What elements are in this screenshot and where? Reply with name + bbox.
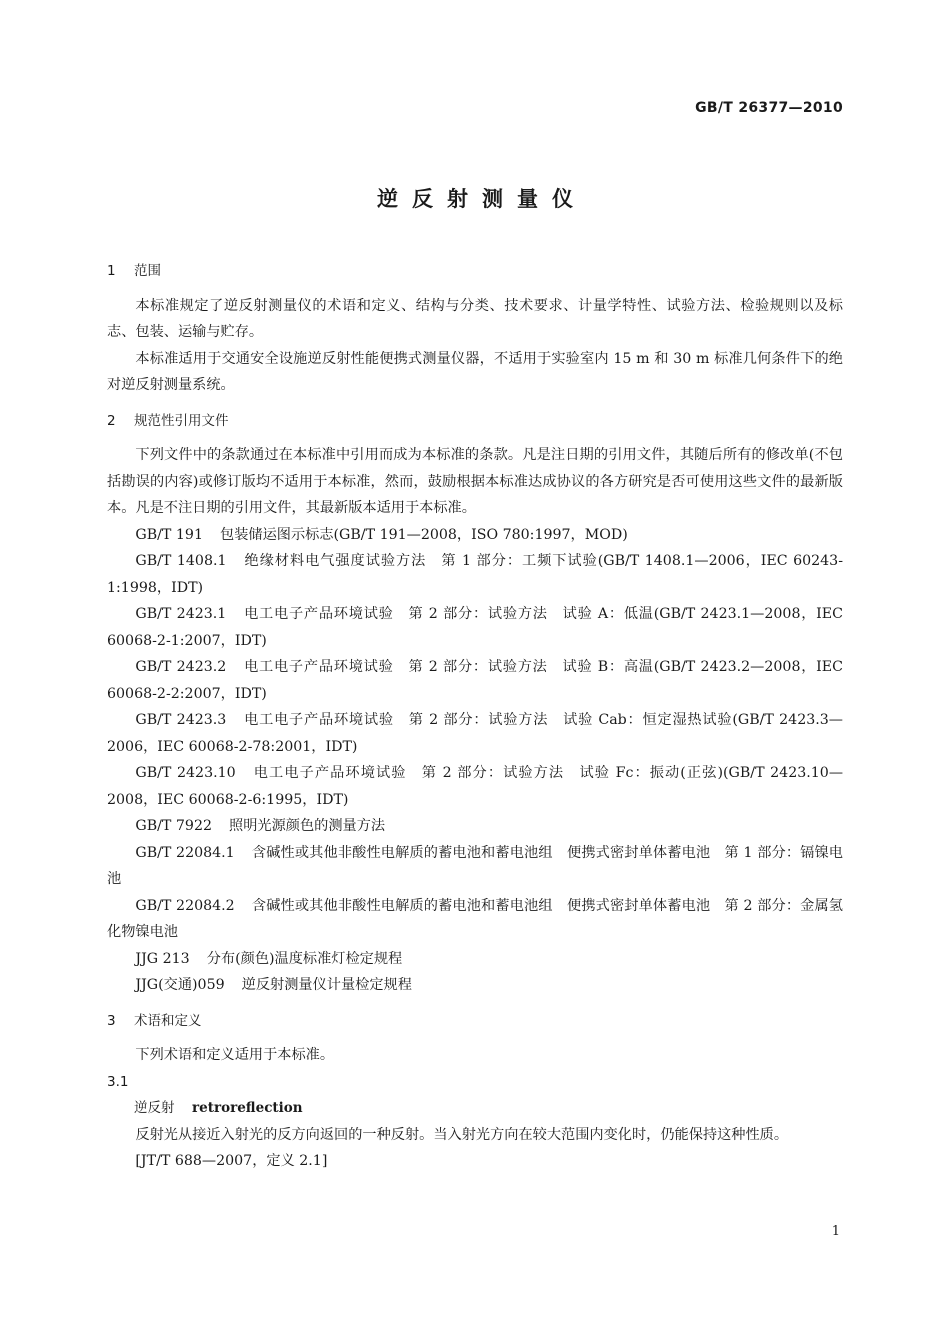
term-definition: 反射光从接近入射光的反方向返回的一种反射。当入射光方向在较大范围内变化时，仍能保持这种性质。 (135, 1126, 789, 1143)
reference-item (107, 522, 843, 549)
reference-title: 含碱性或其他非酸性电解质的蓄电池和蓄电池组 便携式密封单体蓄电池 第 1 部分：镉镍电池 (107, 844, 843, 887)
normative-refs-intro: 下列文件中的条款通过在本标准中引用而成为本标准的条款。凡是注日期的引用文件，其随后所有的修改单(不包括勘误的内容)或修订版均不适用于本标准，然而，鼓励根据本标准达成协议的各方研究是否可使用这些文件的最新版本。凡是不注日期的引用文件，其最新版本适用于本标准。 (107, 447, 843, 516)
reference-item (107, 893, 843, 946)
reference-code: GB/T 22084.1 (135, 844, 235, 861)
reference-title: 包装储运图示标志(GB/T 191—2008，ISO 780:1997，MOD) (220, 526, 628, 543)
reference-item (107, 654, 843, 707)
term-english: retroreflection (192, 1100, 303, 1116)
scope-paragraph: 本标准规定了逆反射测量仪的术语和定义、结构与分类、技术要求、计量学特性、试验方法、检验规则以及标志、包装、运输与贮存。 (107, 297, 843, 340)
reference-item (107, 548, 843, 601)
section-title: 范围 (134, 263, 161, 279)
reference-code: GB/T 1408.1 (135, 553, 227, 569)
reference-code: GB/T 22084.2 (135, 897, 235, 914)
reference-item (107, 840, 843, 893)
reference-code: JJG(交通)059 (135, 977, 225, 993)
section-title: 术语和定义 (134, 1012, 202, 1029)
reference-title: 电工电子产品环境试验 第 2 部分：试验方法 试验 Fc：振动(正弦)(GB/T 2423.10—2008，IEC 60068-2-6:1995，IDT) (107, 765, 844, 808)
reference-item (107, 946, 843, 973)
reference-item (107, 601, 843, 654)
reference-title: 分布(颜色)温度标准灯检定规程 (206, 950, 403, 967)
reference-code: GB/T 2423.1 (135, 606, 227, 622)
reference-title: 绝缘材料电气强度试验方法 第 1 部分：工频下试验(GB/T 1408.1—2006，IEC 60243-1:1998，IDT) (107, 553, 843, 596)
reference-title: 含碱性或其他非酸性电解质的蓄电池和蓄电池组 便携式密封单体蓄电池 第 2 部分：金属氢化物镍电池 (107, 897, 843, 940)
reference-item (107, 760, 843, 813)
reference-code: JJG 213 (135, 950, 190, 967)
section-number: 2 (107, 412, 116, 429)
clause-number: 3.1 (107, 1073, 129, 1090)
section-title: 规范性引用文件 (134, 412, 229, 429)
reference-title: 照明光源颜色的测量方法 (229, 818, 386, 834)
document-body (107, 258, 843, 1175)
reference-code: GB/T 2423.10 (135, 765, 236, 781)
standard-code: GB/T 26377—2010 (695, 100, 843, 116)
reference-title: 电工电子产品环境试验 第 2 部分：试验方法 试验 B：高温(GB/T 2423.2—2008，IEC 60068-2-2:2007，IDT) (107, 659, 843, 702)
scope-paragraph: 本标准适用于交通安全设施逆反射性能便携式测量仪器，不适用于实验室内 15 m 和 30 m 标准几何条件下的绝对逆反射测量系统。 (107, 350, 843, 393)
document-title: 逆反射测量仪 (377, 187, 587, 211)
reference-item (107, 972, 843, 999)
section-heading-normative-refs (107, 408, 843, 435)
reference-code: GB/T 2423.3 (135, 712, 227, 728)
section-number: 1 (107, 263, 116, 279)
reference-title: 逆反射测量仪计量检定规程 (241, 977, 412, 993)
reference-code: GB/T 191 (135, 526, 203, 543)
section-number: 3 (107, 1012, 116, 1029)
reference-title: 电工电子产品环境试验 第 2 部分：试验方法 试验 Cab：恒定湿热试验(GB/T 2423.3—2006，IEC 60068-2-78:2001，IDT) (107, 712, 843, 755)
terms-intro: 下列术语和定义适用于本标准。 (135, 1047, 335, 1063)
reference-code: GB/T 7922 (135, 818, 213, 834)
reference-code: GB/T 2423.2 (135, 659, 227, 675)
reference-item (107, 707, 843, 760)
term-entry (107, 1095, 843, 1122)
reference-title: 电工电子产品环境试验 第 2 部分：试验方法 试验 A：低温(GB/T 2423.1—2008，IEC 60068-2-1:2007，IDT) (107, 606, 843, 649)
page-number: 1 (831, 1224, 840, 1239)
section-heading-scope (107, 258, 843, 285)
section-heading-terms (107, 1008, 843, 1035)
term-source: [JT/T 688—2007，定义 2.1] (135, 1153, 328, 1169)
reference-item (107, 813, 843, 840)
term-chinese: 逆反射 (134, 1100, 175, 1116)
